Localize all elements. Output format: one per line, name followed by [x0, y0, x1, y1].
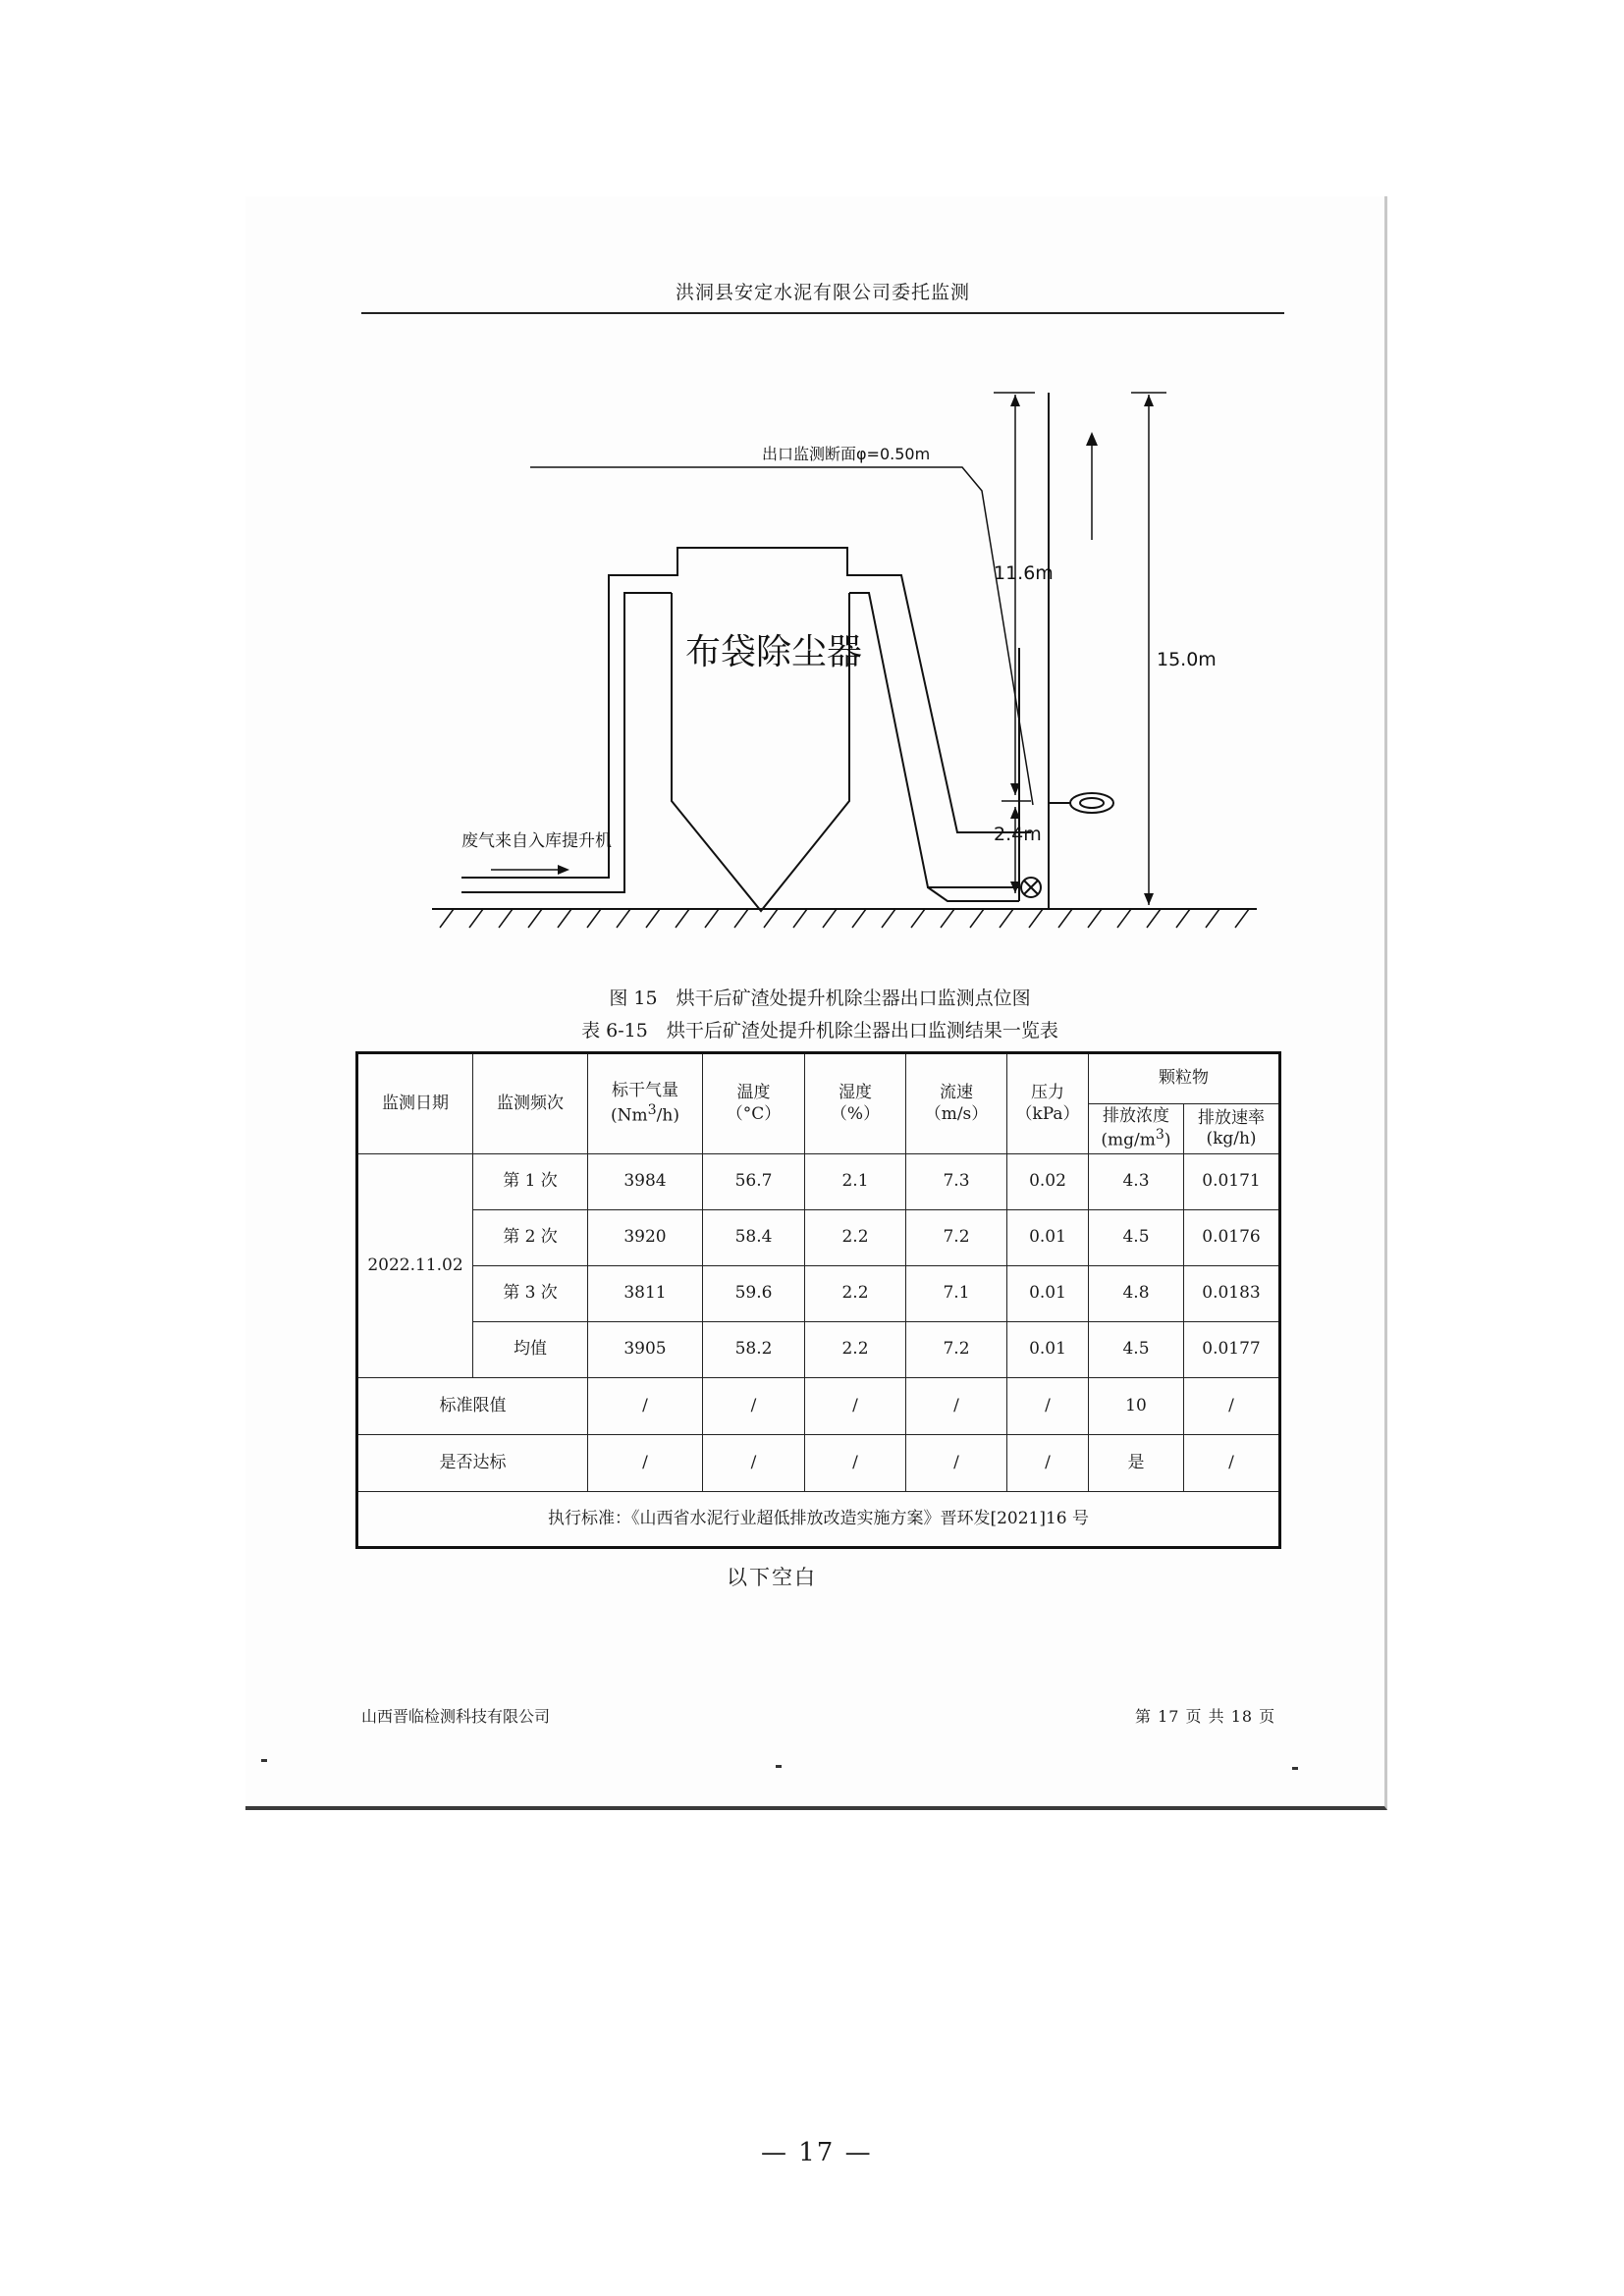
footer-page-info: 第 17 页 共 18 页 — [1135, 1707, 1276, 1726]
height-lower-label: 2.4m — [994, 824, 1042, 845]
figure-caption: 图 15 烘干后矿渣处提升机除尘器出口监测点位图 — [609, 988, 1031, 1009]
table-caption: 表 6-15 烘干后矿渣处提升机除尘器出口监测结果一览表 — [581, 1020, 1058, 1041]
header-velocity: 流速 （m/s） — [906, 1053, 1007, 1154]
cell-humidity: 2.1 — [805, 1154, 906, 1210]
table-row — [357, 1266, 1280, 1322]
table-row-average — [357, 1322, 1280, 1378]
monitoring-point-diagram — [432, 383, 1257, 972]
header-concentration: 排放浓度 $(mg/m^3)$ — [1089, 1104, 1184, 1154]
cell-emission-rate: 0.0171 — [1184, 1154, 1280, 1210]
table-row-limit — [357, 1378, 1280, 1435]
cell-flow: 3905 — [588, 1322, 703, 1378]
cell-pressure: 0.01 — [1007, 1210, 1089, 1266]
standard-note: 执行标准：《山西省水泥行业超低排放改造实施方案》晋环发[2021]16 号 — [357, 1492, 1280, 1548]
cell-concentration: 4.5 — [1089, 1322, 1184, 1378]
header-rule — [361, 312, 1284, 314]
section-label: 出口监测断面φ=0.50m — [762, 445, 931, 463]
cell-flow: 3984 — [588, 1154, 703, 1210]
cell-concentration: 4.3 — [1089, 1154, 1184, 1210]
cell-velocity: 7.1 — [906, 1266, 1007, 1322]
cell-flow: 3811 — [588, 1266, 703, 1322]
sampling-port-icon — [1070, 793, 1113, 813]
table-row — [357, 1154, 1280, 1210]
cell-emission-rate: / — [1184, 1435, 1280, 1492]
cell-concentration: 10 — [1089, 1378, 1184, 1435]
header-humidity: 湿度 （%） — [805, 1053, 906, 1154]
table-row — [357, 1210, 1280, 1266]
document-header: 洪洞县安定水泥有限公司委托监测 — [675, 282, 970, 303]
cell-temperature: 58.4 — [703, 1210, 805, 1266]
scan-speck — [261, 1759, 267, 1762]
cell-temperature: 56.7 — [703, 1154, 805, 1210]
cell-velocity: / — [906, 1435, 1007, 1492]
cell-humidity: 2.2 — [805, 1266, 906, 1322]
cell-pressure: / — [1007, 1435, 1089, 1492]
cell-frequency: 均值 — [473, 1322, 588, 1378]
header-frequency: 监测频次 — [473, 1053, 588, 1154]
cell-flow: 3920 — [588, 1210, 703, 1266]
header-flow — [588, 1053, 703, 1154]
blank-below-note: 以下空白 — [727, 1566, 817, 1589]
cell-humidity: / — [805, 1378, 906, 1435]
scan-speck — [776, 1765, 782, 1768]
table-header-row — [357, 1053, 1280, 1104]
cell-pressure: 0.01 — [1007, 1266, 1089, 1322]
cell-concentration: 是 — [1089, 1435, 1184, 1492]
ground-hatching — [440, 909, 1249, 928]
cell-pressure: 0.02 — [1007, 1154, 1089, 1210]
cell-limit-label: 标准限值 — [357, 1378, 588, 1435]
header-temperature: 温度 （°C） — [703, 1053, 805, 1154]
inlet-label: 废气来自入库提升机 — [461, 831, 612, 851]
cell-velocity: 7.3 — [906, 1154, 1007, 1210]
cell-velocity: / — [906, 1378, 1007, 1435]
height-upper-label: 11.6m — [994, 562, 1054, 584]
monitoring-results-table — [355, 1051, 1281, 1549]
height-total-label: 15.0m — [1157, 649, 1217, 670]
header-flow-label: 标干气量 — [612, 1081, 678, 1101]
baghouse-label: 布袋除尘器 — [685, 632, 863, 672]
header-emission-rate: 排放速率 (kg/h) — [1184, 1104, 1280, 1154]
cell-date: 2022.11.02 — [357, 1154, 473, 1378]
cell-concentration: 4.5 — [1089, 1210, 1184, 1266]
cell-humidity: 2.2 — [805, 1210, 906, 1266]
cell-flow: / — [588, 1435, 703, 1492]
cell-concentration: 4.8 — [1089, 1266, 1184, 1322]
page-number: — 17 — — [761, 2138, 873, 2167]
cell-pressure: 0.01 — [1007, 1322, 1089, 1378]
cell-pressure: / — [1007, 1378, 1089, 1435]
cell-temperature: 59.6 — [703, 1266, 805, 1322]
cell-temperature: 58.2 — [703, 1322, 805, 1378]
cell-emission-rate: 0.0177 — [1184, 1322, 1280, 1378]
cell-frequency: 第 2 次 — [473, 1210, 588, 1266]
cell-velocity: 7.2 — [906, 1322, 1007, 1378]
table-row-standard — [357, 1492, 1280, 1548]
outlet-duct-lower — [928, 887, 1019, 901]
cell-humidity: 2.2 — [805, 1322, 906, 1378]
cell-humidity: / — [805, 1435, 906, 1492]
header-pressure: 压力 （kPa） — [1007, 1053, 1089, 1154]
footer-company: 山西晋临检测科技有限公司 — [361, 1707, 551, 1726]
cell-frequency: 第 1 次 — [473, 1154, 588, 1210]
cell-emission-rate: / — [1184, 1378, 1280, 1435]
cell-compliance-label: 是否达标 — [357, 1435, 588, 1492]
cell-flow: / — [588, 1378, 703, 1435]
header-date: 监测日期 — [357, 1053, 473, 1154]
cell-temperature: / — [703, 1378, 805, 1435]
cell-velocity: 7.2 — [906, 1210, 1007, 1266]
outlet-duct-outer — [884, 575, 1031, 832]
cell-frequency: 第 3 次 — [473, 1266, 588, 1322]
table-row-compliance — [357, 1435, 1280, 1492]
cell-emission-rate: 0.0183 — [1184, 1266, 1280, 1322]
header-flow-unit: (Nm$^3$/h) — [611, 1101, 679, 1126]
cell-temperature: / — [703, 1435, 805, 1492]
header-particulate: 颗粒物 — [1089, 1053, 1280, 1104]
scan-speck — [1292, 1767, 1298, 1770]
cell-emission-rate: 0.0176 — [1184, 1210, 1280, 1266]
